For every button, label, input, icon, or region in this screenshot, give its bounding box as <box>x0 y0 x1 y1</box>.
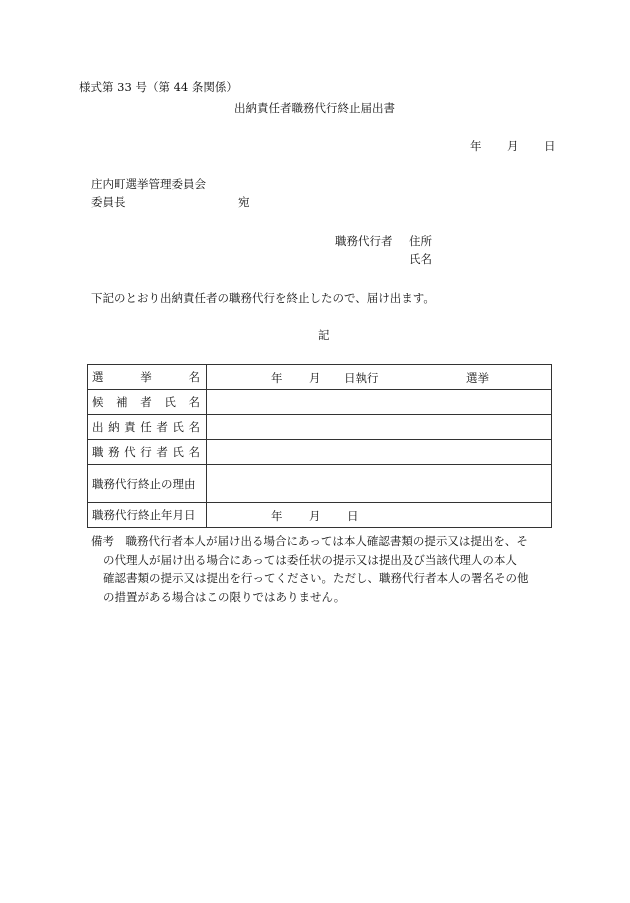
deputy-name-field[interactable] <box>207 440 552 465</box>
table-row-end-date <box>88 503 552 528</box>
label-char: 職 <box>92 445 104 459</box>
candidate-name-field[interactable] <box>207 390 552 415</box>
label-char: 納 <box>108 420 120 434</box>
remarks-line: の措置がある場合はこの限りではありません。 <box>103 589 346 604</box>
election-suffix-label: 選挙 <box>466 371 489 385</box>
remarks-line: 備考 職務代行者本人が届け出る場合にあっては本人確認書類の提示又は提出を、そ <box>91 534 528 548</box>
intro-text: 下記のとおり出納責任者の職務代行を終止したので、届け出ます。 <box>91 291 435 305</box>
election-month-label: 月 <box>309 371 321 385</box>
form-number: 様式第 33 号（第 44 条関係） <box>79 80 238 94</box>
label-char: 任 <box>140 420 152 434</box>
election-name-field[interactable] <box>207 365 552 390</box>
end-date-field[interactable] <box>207 503 552 528</box>
addressee-chair: 委員長 <box>91 195 126 209</box>
label-char: 出 <box>92 420 104 434</box>
election-day-exec-label: 日執行 <box>344 371 379 385</box>
date-month-label: 月 <box>507 139 519 153</box>
deputy-name-label <box>88 440 207 465</box>
treasurer-name-label <box>88 415 207 440</box>
document-title: 出納責任者職務代行終止届出書 <box>234 101 395 115</box>
label-char: 名 <box>188 420 200 434</box>
reason-label: 職務代行終止の理由 <box>88 465 207 503</box>
remarks <box>91 532 561 606</box>
table-row-reason <box>88 465 552 503</box>
label-char: 名 <box>188 370 200 384</box>
table-row-candidate <box>88 390 552 415</box>
applicant-role: 職務代行者 <box>335 234 393 248</box>
label-char: 氏 <box>172 445 184 459</box>
label-char: 名 <box>188 445 200 459</box>
label-char: 挙 <box>140 370 152 384</box>
addressee-organization: 庄内町選挙管理委員会 <box>91 177 206 191</box>
label-char: 選 <box>92 370 104 384</box>
label-char: 者 <box>140 395 152 409</box>
form-table <box>87 364 552 528</box>
label-char: 者 <box>156 420 168 434</box>
end-year-label: 年 <box>271 509 283 523</box>
label-char: 者 <box>156 445 168 459</box>
remarks-line: の代理人が届け出る場合にあっては委任状の提示又は提出及び当該代理人の本人 <box>103 552 517 567</box>
label-char: 候 <box>92 395 104 409</box>
addressee-suffix: 宛 <box>238 195 250 209</box>
applicant-name-label: 氏名 <box>409 252 432 266</box>
end-month-label: 月 <box>309 509 321 523</box>
date-day-label: 日 <box>544 139 556 153</box>
table-row-election <box>88 365 552 390</box>
table-row-treasurer <box>88 415 552 440</box>
label-char: 名 <box>188 395 200 409</box>
label-char: 行 <box>140 445 152 459</box>
end-day-label: 日 <box>347 509 359 523</box>
treasurer-name-field[interactable] <box>207 415 552 440</box>
label-char: 務 <box>108 445 120 459</box>
candidate-name-label <box>88 390 207 415</box>
reason-field[interactable] <box>207 465 552 503</box>
label-char: 補 <box>116 395 128 409</box>
date-year-label: 年 <box>470 139 482 153</box>
election-year-label: 年 <box>271 371 283 385</box>
label-char: 代 <box>124 445 136 459</box>
table-row-deputy <box>88 440 552 465</box>
label-char: 氏 <box>164 395 176 409</box>
label-char: 責 <box>124 420 136 434</box>
remarks-line: 確認書類の提示又は提出を行ってください。ただし、職務代行者本人の署名その他 <box>103 571 529 585</box>
applicant-address-label: 住所 <box>409 234 432 248</box>
election-name-label <box>88 365 207 390</box>
label-char: 氏 <box>172 420 184 434</box>
ki-heading: 記 <box>318 328 330 342</box>
end-date-label: 職務代行終止年月日 <box>88 503 207 528</box>
